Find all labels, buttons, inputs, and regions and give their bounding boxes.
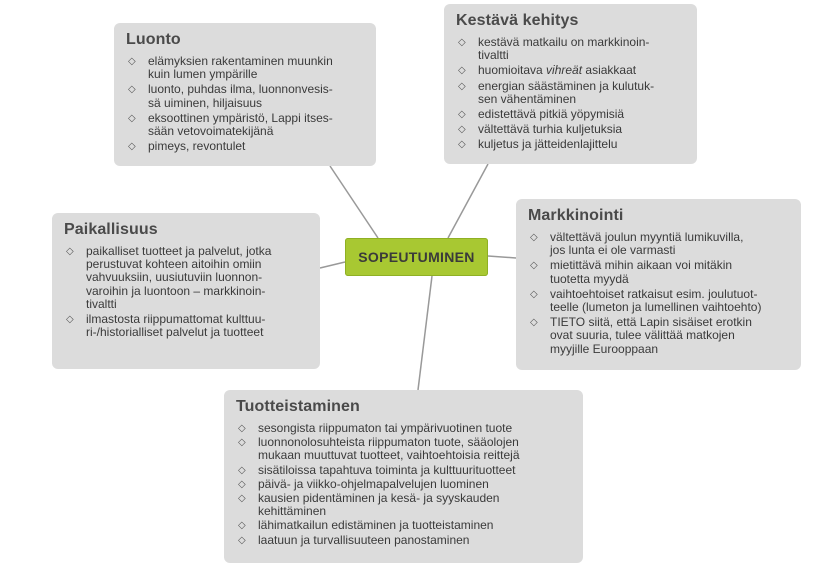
list-item: ◇ eksoottinen ympäristö, Lappi itses- sään vetovoimatekijänä [128, 110, 333, 139]
diamond-bullet-icon: ◇ [238, 520, 246, 532]
list-item: ◇ sisätiloissa tapahtuva toiminta ja kulttuurituotteet [238, 462, 516, 477]
list-item: ◇ lähimatkailun edistäminen ja tuotteistaminen [238, 518, 494, 533]
list-item: ◇ vältettävä joulun myyntiä lumikuvilla, jos lunta ei ole varmasti [530, 230, 744, 258]
center-node [345, 238, 488, 276]
center-label: SOPEUTUMINEN [358, 249, 475, 265]
bullet-list [236, 422, 573, 547]
connector-tuotteistaminen [418, 276, 432, 390]
diamond-bullet-icon: ◇ [66, 314, 74, 326]
list-item: ◇ elämyksien rakentaminen muunkin kuin lumen ympärille [128, 54, 333, 82]
box-title: Markkinointi [528, 207, 624, 224]
bullet-list [456, 36, 687, 152]
list-item: ◇ mietittävä mihin aikaan voi mitäkin tuotetta myydä [530, 258, 733, 286]
diamond-bullet-icon: ◇ [530, 317, 538, 329]
diamond-bullet-icon: ◇ [128, 141, 136, 153]
diamond-bullet-icon: ◇ [128, 84, 136, 96]
box-paikallisuus [52, 213, 320, 369]
list-item: ◇ kestävä matkailu on markkinoin- tivaltti [458, 35, 650, 63]
list-item: ◇ luonto, puhdas ilma, luonnonvesis- sä uiminen, hiljaisuus [128, 82, 333, 110]
diamond-bullet-icon: ◇ [238, 423, 246, 434]
diamond-bullet-icon: ◇ [530, 232, 538, 243]
diamond-bullet-icon: ◇ [530, 288, 538, 300]
list-item: ◇ vältettävä turhia kuljetuksia [458, 122, 623, 137]
list-item: ◇ sesongista riippumaton tai ympärivuotinen tuote [238, 421, 513, 435]
diamond-bullet-icon: ◇ [458, 37, 466, 48]
box-markkinointi [516, 199, 801, 370]
list-item: ◇ pimeys, revontulet [128, 139, 246, 154]
list-item: ◇ päivä- ja viikko-ohjelmapalvelujen luominen [238, 476, 489, 491]
diamond-bullet-icon: ◇ [128, 112, 136, 124]
connector-kestava [448, 164, 488, 238]
diamond-bullet-icon: ◇ [458, 139, 466, 151]
box-title: Paikallisuus [64, 221, 158, 238]
box-kestava-kehitys [444, 4, 697, 164]
diamond-bullet-icon: ◇ [238, 437, 246, 449]
bullet-list [126, 55, 366, 153]
diamond-bullet-icon: ◇ [458, 109, 466, 121]
diamond-bullet-icon: ◇ [458, 65, 466, 77]
list-item: ◇ huomioitava vihreät asiakkaat [458, 63, 637, 78]
list-item: ◇ edistettävä pitkiä yöpymisiä [458, 107, 625, 122]
list-item: ◇ energian säästäminen ja kulutuk- sen vähentäminen [458, 78, 655, 106]
diamond-bullet-icon: ◇ [238, 478, 246, 490]
connector-markkinointi [488, 256, 516, 258]
diamond-bullet-icon: ◇ [458, 124, 466, 136]
diamond-bullet-icon: ◇ [128, 56, 136, 67]
list-item: ◇ laatuun ja turvallisuuteen panostaminen [238, 532, 470, 547]
connector-luonto [330, 166, 378, 238]
box-luonto [114, 23, 376, 166]
connector-paikallisuus [320, 262, 345, 268]
bullet-list [528, 231, 791, 356]
box-title: Tuotteistaminen [236, 398, 360, 415]
list-item: ◇ TIETO siitä, että Lapin sisäiset erotkin ovat suuria, tulee välittää matkojen myyjille Eurooppaan [530, 315, 752, 356]
list-item: ◇ paikalliset tuotteet ja palvelut, jotka perustuvat kohteen aitoihin omiin vahvuuksiin, uusiutuviin luonnon- varoihin ja luontoon – markkinoin- tivaltti [66, 244, 272, 311]
diamond-bullet-icon: ◇ [458, 80, 466, 92]
list-item: ◇ vaihtoehtoiset ratkaisut esim. joulutuot- teelle (lumeton ja lumellinen vaihtoehto) [530, 286, 762, 315]
diamond-bullet-icon: ◇ [238, 493, 246, 505]
diamond-bullet-icon: ◇ [238, 464, 246, 476]
list-item: ◇ kuljetus ja jätteidenlajittelu [458, 137, 618, 152]
diamond-bullet-icon: ◇ [238, 534, 246, 546]
box-title: Kestävä kehitys [456, 12, 579, 29]
list-item: ◇ kausien pidentäminen ja kesä- ja syyskauden kehittäminen [238, 491, 500, 519]
bullet-list [64, 245, 310, 339]
list-item: ◇ luonnonolosuhteista riippumaton tuote, sääolojen mukaan muuttuvat tuotteet, vaihtoehtoisia reittejä [238, 435, 520, 463]
box-title: Luonto [126, 31, 181, 48]
list-item: ◇ ilmastosta riippumattomat kulttuu- ri-/historialliset palvelut ja tuotteet [66, 312, 266, 340]
diamond-bullet-icon: ◇ [66, 246, 74, 257]
box-tuotteistaminen [224, 390, 583, 563]
diamond-bullet-icon: ◇ [530, 260, 538, 272]
